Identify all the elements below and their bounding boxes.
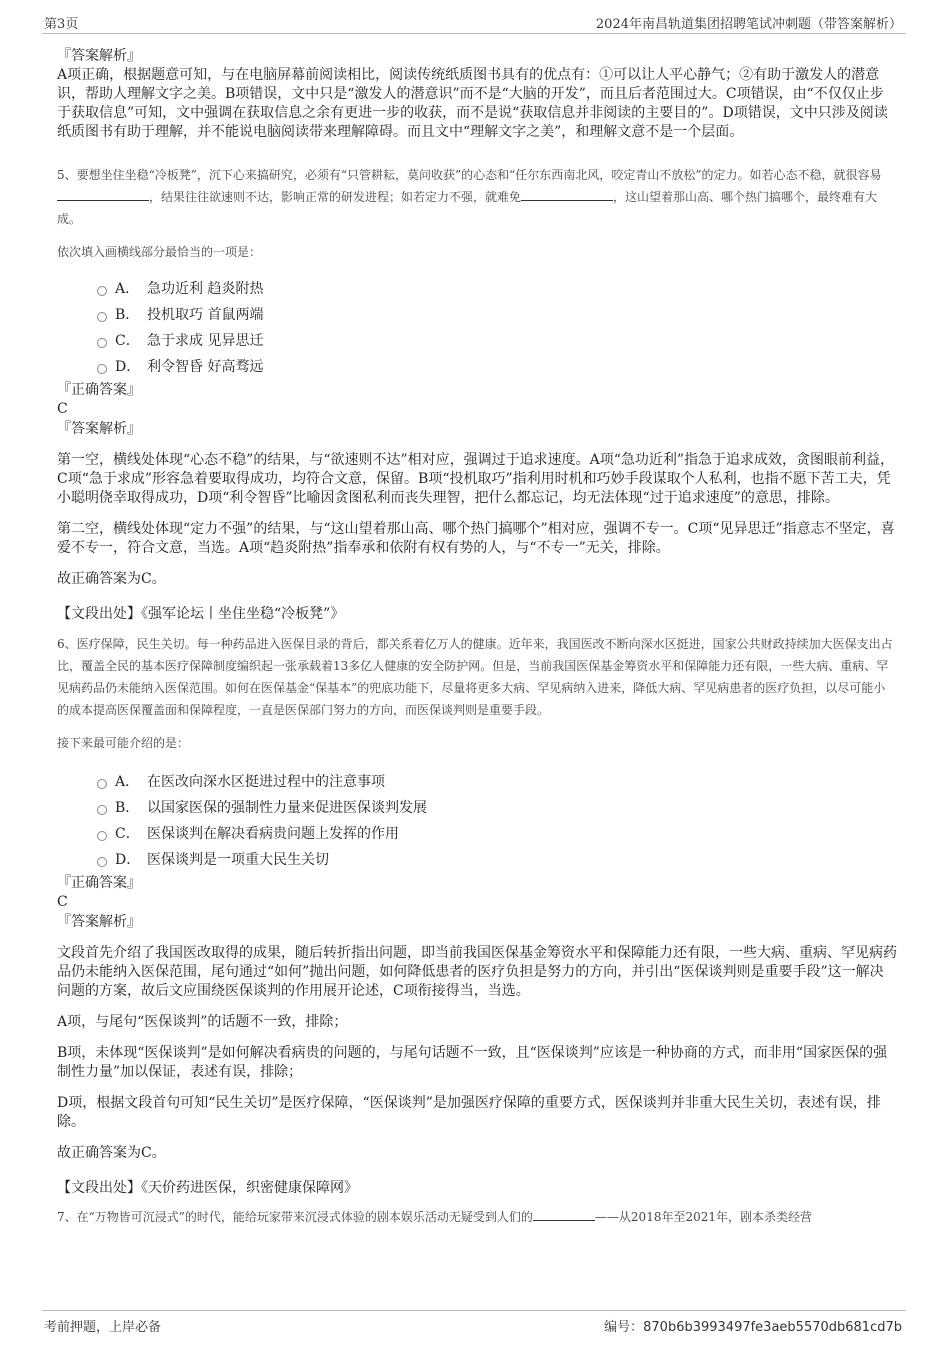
option-b[interactable]: B． 投机取巧 首鼠两端 bbox=[57, 302, 897, 328]
radio-icon[interactable] bbox=[97, 805, 107, 815]
question-6-options bbox=[57, 769, 897, 873]
option-a[interactable]: A． 急功近利 趋炎附热 bbox=[57, 276, 897, 302]
page-number: 第3页 bbox=[44, 17, 79, 32]
question-5-options bbox=[57, 276, 897, 380]
answer-label: 『正确答案』 bbox=[57, 875, 141, 891]
blank-2 bbox=[521, 188, 613, 201]
analysis-label: 『答案解析』 bbox=[57, 48, 141, 64]
option-c[interactable]: C． 医保谈判在解决看病贵问题上发挥的作用 bbox=[57, 821, 897, 847]
radio-icon[interactable] bbox=[97, 286, 107, 296]
analysis-label: 『答案解析』 bbox=[57, 421, 141, 437]
page-footer bbox=[0, 1305, 950, 1345]
blank-1 bbox=[57, 188, 149, 201]
footer-divider bbox=[42, 1310, 906, 1311]
source-citation: 【文段出处】《强军论坛丨坐住坐稳“冷板凳”》 bbox=[57, 606, 345, 622]
document-id: 编号：870b6b3993497fe3aeb5570db681cd7b bbox=[604, 1320, 902, 1335]
option-b[interactable]: B． 以国家医保的强制性力量来促进医保谈判发展 bbox=[57, 795, 897, 821]
analysis-paragraph: 故正确答案为C。 bbox=[57, 571, 166, 587]
correct-answer: C bbox=[57, 894, 68, 910]
document-body bbox=[57, 44, 897, 1228]
footer-slogan: 考前押题，上岸必备 bbox=[44, 1320, 162, 1335]
analysis-text: A项正确，根据题意可知，与在电脑屏幕前阅读相比，阅读传统纸质图书具有的优点有：①可以让人平心静气；②有助于激发人的潜意识，帮助人理解文字之美。B项错误，文中只是“激发人的潜意识”而不是“大脑的开发”，而且后者范围过大。C项错误，由“不仅仅止步于获取信息”可知，文中强调在获取信息之余有更进一步的收获，而不是说“获取信息并非阅读的主要目的”。D项错误，文中只涉及阅读纸质图书有助于理解，并不能说电脑阅读带来理解障碍。而且文中“理解文字之美”，和理解文意不是一个层面。 bbox=[57, 67, 888, 140]
answer-label: 『正确答案』 bbox=[57, 382, 141, 398]
radio-icon[interactable] bbox=[97, 364, 107, 374]
page-header bbox=[0, 0, 950, 36]
radio-icon[interactable] bbox=[97, 779, 107, 789]
analysis-paragraph: 故正确答案为C。 bbox=[57, 1145, 166, 1161]
analysis-paragraph: B项，未体现“医保谈判”是如何解决看病贵的问题的，与尾句话题不一致，且“医保谈判”应该是一种协商的方式，而非用“国家医保的强制性力量”加以保证，表述有误，排除； bbox=[57, 1045, 888, 1080]
analysis-paragraph: A项，与尾句“医保谈判”的话题不一致，排除； bbox=[57, 1014, 348, 1030]
source-citation: 【文段出处】《天价药进医保，织密健康保障网》 bbox=[57, 1180, 358, 1196]
header-divider bbox=[42, 33, 906, 34]
blank-1 bbox=[533, 1208, 595, 1221]
option-d[interactable]: D． 利令智昏 好高骛远 bbox=[57, 354, 897, 380]
option-a[interactable]: A． 在医改向深水区挺进过程中的注意事项 bbox=[57, 769, 897, 795]
question-7-stem: 7、在“万物皆可沉浸式”的时代，能给玩家带来沉浸式体验的剧本娱乐活动无疑受到人们的 ——从2018年至2021年，剧本杀类经营 bbox=[57, 1210, 813, 1224]
analysis-paragraph: 第一空，横线处体现“心态不稳”的结果，与“欲速则不达”相对应，强调过于追求速度。A项“急功近利”指急于追求成效，贪图眼前利益，C项“急于求成”形容急着要取得成功，均符合文意，保留。B项“投机取巧”指利用时机和巧妙手段谋取个人私利，也指不愿下苦工夫，凭小聪明侥幸取得成功，D项“利令智昏”比喻因贪图私利而丧失理智，把什么都忘记，均无法体现“过于追求速度”的意思，排除。 bbox=[57, 452, 895, 506]
correct-answer: C bbox=[57, 401, 68, 417]
radio-icon[interactable] bbox=[97, 857, 107, 867]
analysis-label: 『答案解析』 bbox=[57, 914, 141, 930]
radio-icon[interactable] bbox=[97, 312, 107, 322]
question-5-prompt: 依次填入画横线部分最恰当的一项是： bbox=[57, 245, 262, 259]
option-c[interactable]: C． 急于求成 见异思迁 bbox=[57, 328, 897, 354]
document-title: 2024年南昌轨道集团招聘笔试冲刺题（带答案解析） bbox=[595, 17, 902, 32]
question-6-stem: 6、医疗保障，民生关切。每一种药品进入医保目录的背后，都关系着亿万人的健康。近年来，我国医改不断向深水区挺进，国家公共财政持续加大医保支出占比，覆盖全民的基本医疗保障制度编织起一张承载着13多亿人健康的安全防护网。但是，当前我国医保基金筹资水平和保障能力还有限，一些大病、重病、罕见病药品仍未能纳入医保范围。如何在医保基金“保基本”的兜底功能下，尽量将更多大病、罕见病纳入进来，降低大病、罕见病患者的医疗负担，以尽可能小的成本提高医保覆盖面和保障程度，一直是医保部门努力的方向，而医保谈判则是重要手段。 bbox=[57, 637, 893, 717]
analysis-paragraph: 第二空，横线处体现“定力不强”的结果，与“这山望着那山高、哪个热门搞哪个”相对应，强调不专一。C项“见异思迁”指意志不坚定，喜爱不专一，符合文意，当选。A项“趋炎附热”指奉承和依附有权有势的人，与“不专一”无关，排除。 bbox=[57, 521, 895, 556]
question-5-stem: 5、要想坐住坐稳“冷板凳”，沉下心来搞研究，必须有“只管耕耘，莫问收获”的心态和“任尔东西南北风，咬定青山不放松”的定力。如若心态不稳，就很容易，结果往往欲速则不达，影响正常的研发进程；如若定力不强，就难免 ，这山望着那山高、哪个热门搞哪个，最终难有大成。 bbox=[57, 168, 882, 226]
radio-icon[interactable] bbox=[97, 831, 107, 841]
analysis-paragraph: 文段首先介绍了我国医改取得的成果，随后转折指出问题，即当前我国医保基金筹资水平和保障能力还有限，一些大病、重病、罕见病药品仍未能纳入医保范围，尾句通过“如何”抛出问题，如何降低患者的医疗负担是努力的方向，并引出“医保谈判则是重要手段”这一解决问题的方案，故后文应围绕医保谈判的作用展开论述，C项衔接得当，当选。 bbox=[57, 945, 897, 999]
radio-icon[interactable] bbox=[97, 338, 107, 348]
question-6-prompt: 接下来最可能介绍的是： bbox=[57, 736, 190, 750]
analysis-paragraph: D项，根据文段首句可知“民生关切”是医疗保障，“医保谈判”是加强医疗保障的重要方式，医保谈判并非重大民生关切，表述有误，排除。 bbox=[57, 1095, 881, 1130]
option-d[interactable]: D． 医保谈判是一项重大民生关切 bbox=[57, 847, 897, 873]
